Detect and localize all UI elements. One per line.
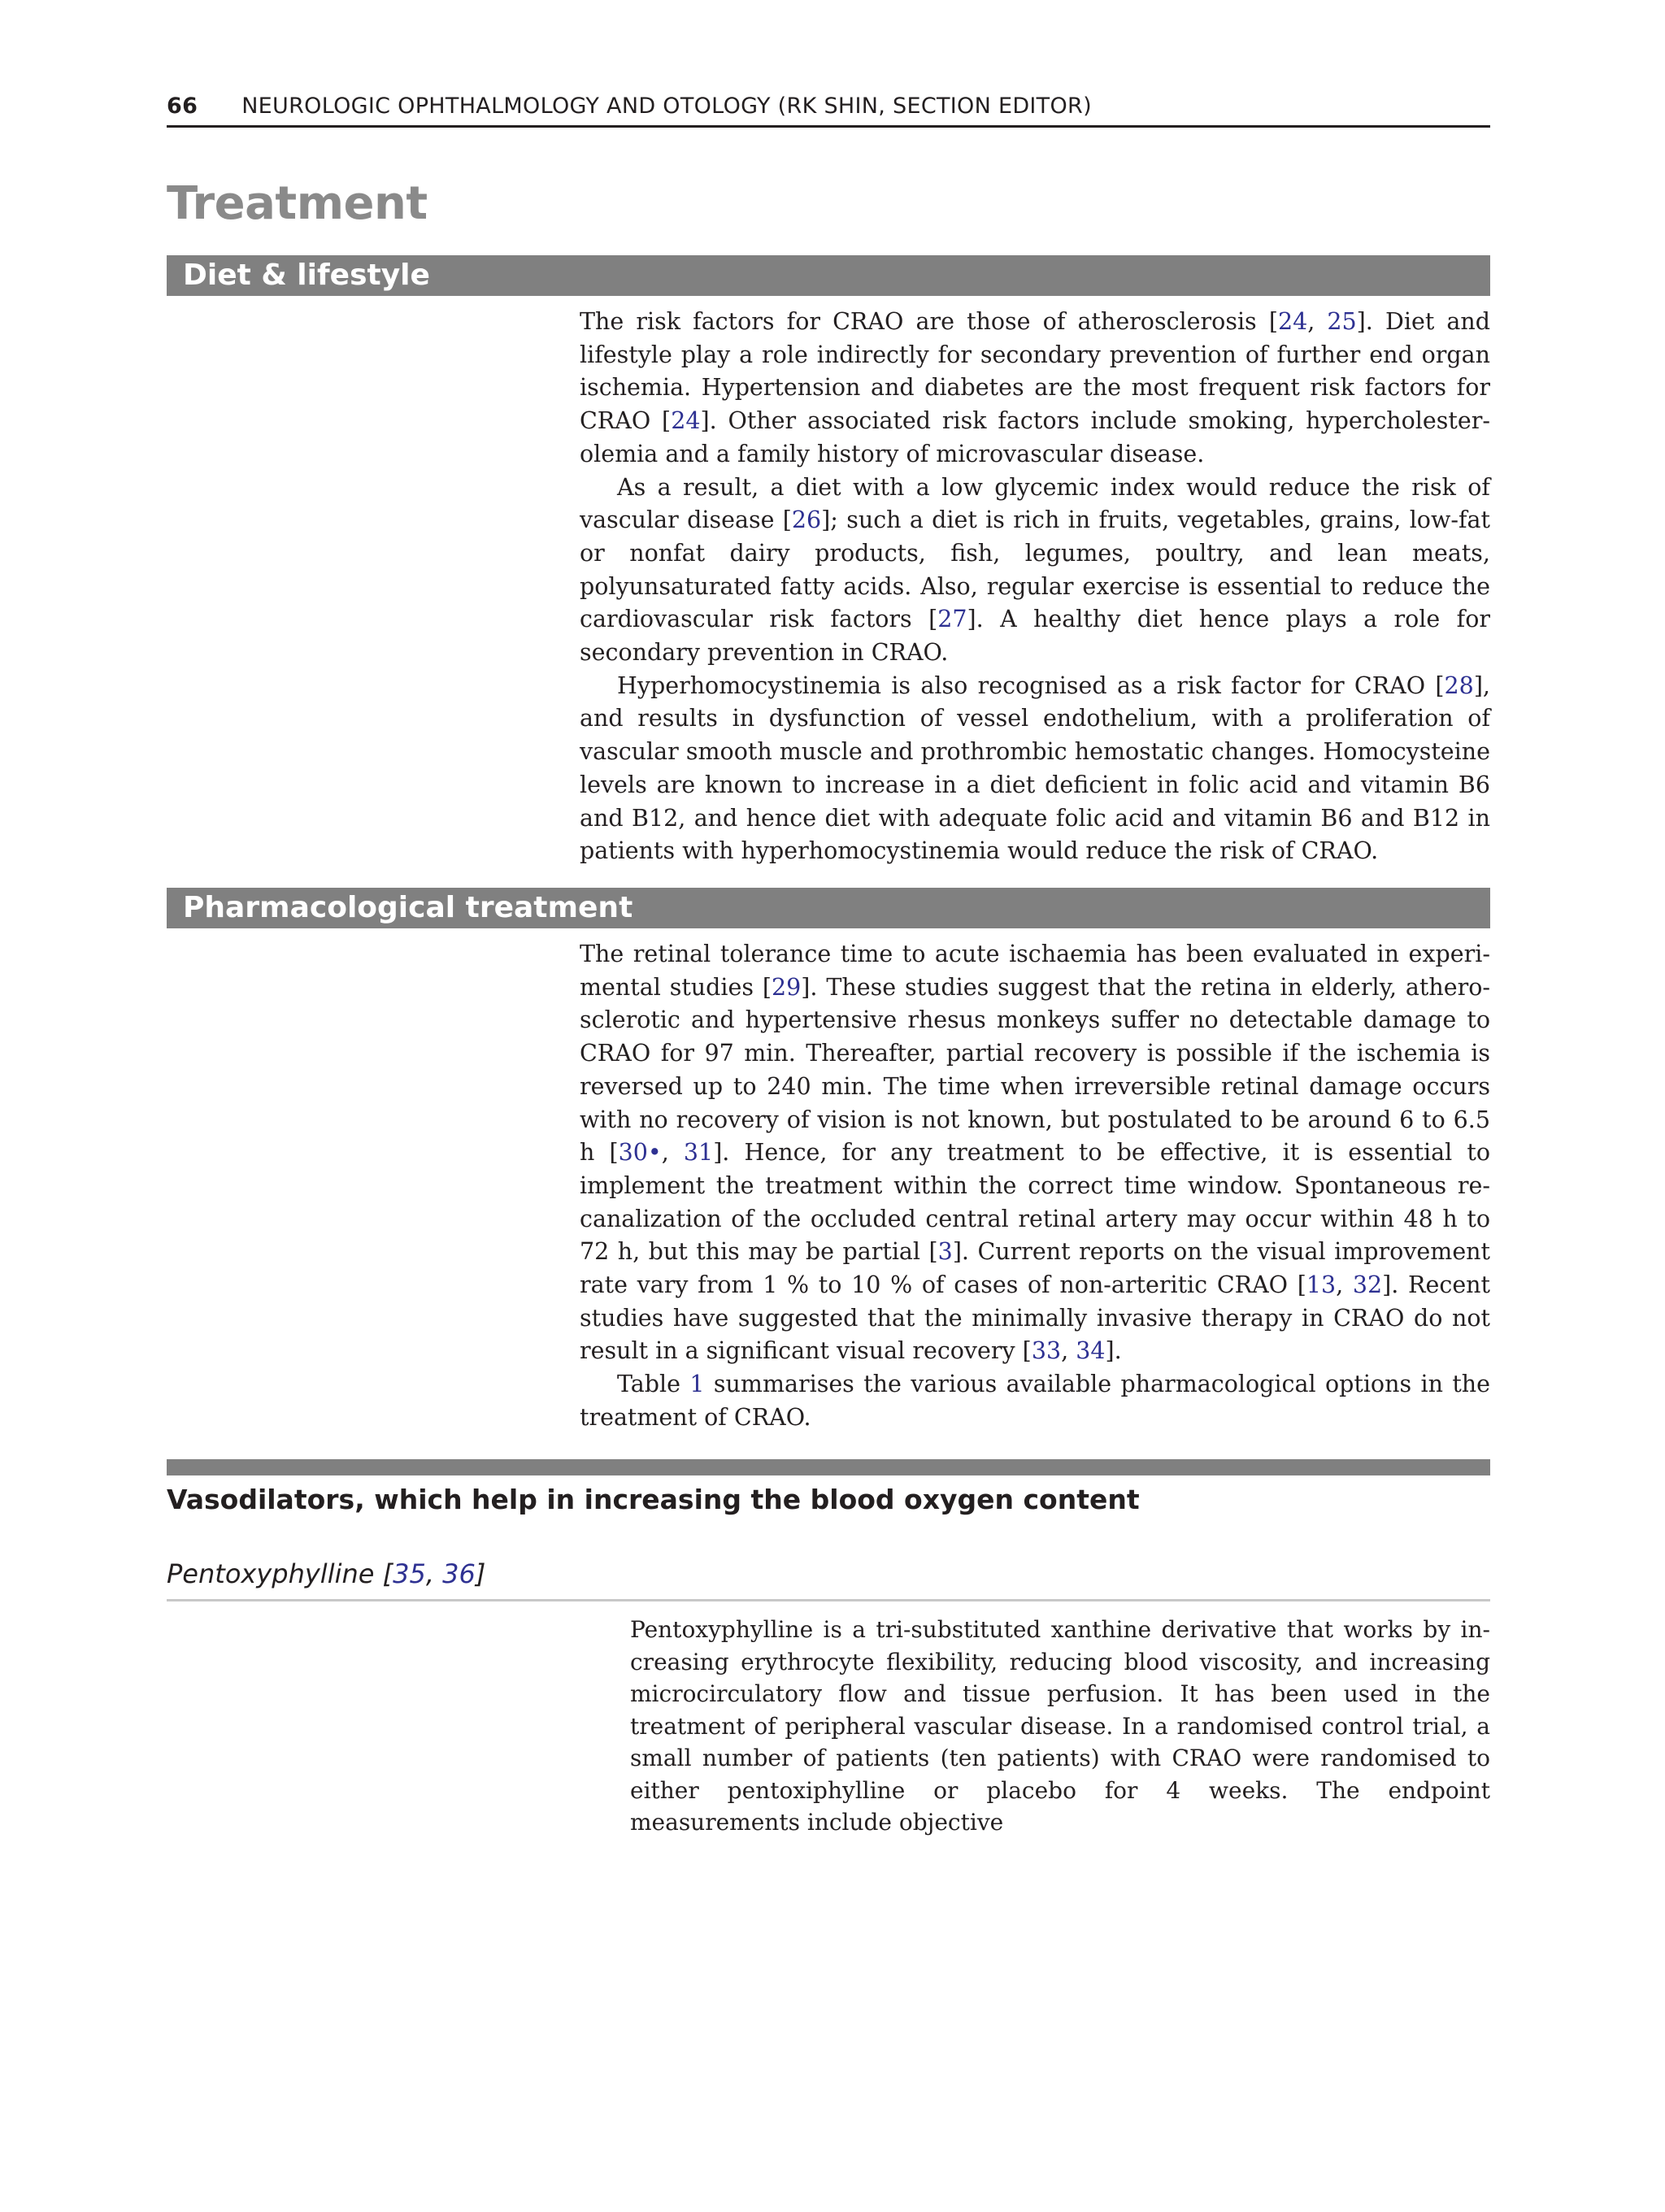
table-link[interactable]: 1 [689,1371,705,1398]
running-title: NEUROLOGIC OPHTHALMOLOGY AND OTOLOGY (RK SHIN, SECTION EDITOR) [241,93,1092,119]
citation-link[interactable]: 36 [442,1558,476,1589]
citation-link[interactable]: 32 [1352,1271,1383,1299]
pharmacological-treatment-text [580,938,1490,1435]
citation-link[interactable]: 25 [1327,308,1357,335]
diet-paragraph-1: The risk factors for CRAO are those of atherosclerosis [24, 25]. Diet and lifestyle play a role indirectly for secondary prevention of further end organ ischemia. Hypertension and diabetes are the most frequent risk factors for CRAO [24]. Other associated risk factors include smoking, hypercholesterolemia and a family history of microvascular disease. [580,308,1490,467]
citation-link[interactable]: 33 [1031,1337,1062,1365]
pentoxyphylline-text: Pentoxyphylline is a tri-substituted xanthine derivative that works by increasing erythrocyte flexibility, reducing blood viscosity, and increasing microcirculatory flow and tissue perfusion. It has been used in the treatment of peripheral vascular disease. In a randomised control trial, a small number of patients (ten patients) with CRAO were randomised to either pentoxiphylline or placebo for 4 weeks. The endpoint measurements include objective [630,1616,1490,1836]
citation-link[interactable]: 3 [937,1238,953,1266]
vasodilators-heading: Vasodilators, which help in increasing the blood oxygen content [167,1484,1140,1515]
vasodilators-divider-band [167,1459,1490,1475]
drug-heading: Pentoxyphylline [35, 36] [167,1553,1490,1601]
citation-link[interactable]: 30• [618,1139,662,1167]
diet-lifestyle-band [167,255,1490,296]
citation-link[interactable]: 24 [1277,308,1308,335]
citation-link[interactable]: 31 [683,1139,714,1167]
drug-name: Pentoxyphylline [ [167,1558,393,1589]
diet-lifestyle-heading: Diet & lifestyle [183,259,430,292]
citation-link[interactable]: 35 [393,1558,426,1589]
citation-link[interactable]: 29 [772,973,802,1001]
page-number: 66 [167,93,198,119]
diet-paragraph-3: Hyperhomocystinemia is also recognised as a risk factor for CRAO [28], and results in dysfunction of vessel endothelium, with a proliferation of vascular smooth muscle and prothrombic hemostatic changes. Homocysteine levels are known to increase in a diet deficient in folic acid and vitamin B6 and B12, and hence diet with adequate folic acid and vitamin B6 and B12 in patients with hyperhomocystinemia would reduce the risk of CRAO. [580,671,1490,865]
citation-link[interactable]: 24 [671,407,701,435]
running-header [167,88,1490,128]
citation-link[interactable]: 28 [1444,671,1474,699]
section-title: Treatment [167,177,428,230]
citation-link[interactable]: 13 [1306,1271,1337,1299]
diet-lifestyle-text [580,306,1490,868]
pharma-paragraph-2: Table 1 summarises the various available pharmacological options in the treatment of CRAO. [580,1371,1490,1431]
pharmacological-treatment-heading: Pharmacological treatment [183,891,633,924]
citation-link[interactable]: 26 [791,506,822,534]
pharma-paragraph-1: The retinal tolerance time to acute ischaemia has been evaluated in experimental studies [29]. These studies suggest that the retina in elderly, atherosclerotic and hypertensive rhesus monkeys suffer no detectable damage to CRAO for 97 min. Thereafter, partial recovery is possible if the ischemia is reversed up to 240 min. The time when irreversible retinal damage occurs with no recovery of vision is not known, but postulated to be around 6 to 6.5 h [30•, 31]. Hence, for any treatment to be effective, it is essential to implement the treatment within the correct time window. Spontaneous recanalization of the occluded central retinal artery may occur within 48 h to 72 h, but this may be partial [3]. Current reports on the visual improvement rate vary from 1 % to 10 % of cases of non-arteritic CRAO [13, 32]. Recent studies have suggested that the minimally invasive therapy in CRAO do not result in a significant visual recovery [33, 34]. [580,941,1490,1365]
citation-link[interactable]: 34 [1076,1337,1106,1365]
diet-paragraph-2: As a result, a diet with a low glycemic index would reduce the risk of vascular disease [26]; such a diet is rich in fruits, vegetables, grains, low-fat or nonfat dairy products, fish, legumes, poultry, and lean meats, polyunsaturated fatty acids. Also, regular exercise is essential to reduce the cardiovascular risk factors [27]. A healthy diet hence plays a role for secondary prevention in CRAO. [580,473,1491,667]
citation-link[interactable]: 27 [937,606,967,633]
pharmacological-treatment-band [167,888,1490,928]
